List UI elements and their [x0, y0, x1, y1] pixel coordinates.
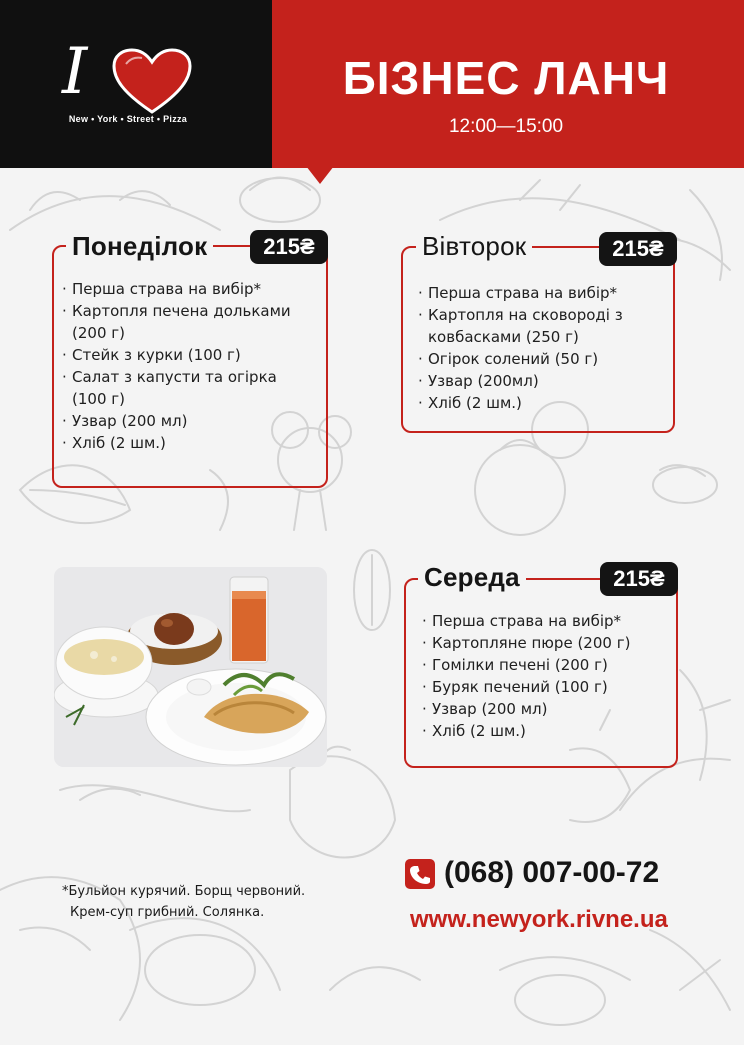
lunch-photo	[54, 567, 327, 767]
logo-letter: I	[62, 35, 88, 109]
list-item: · Буряк печений (100 г)	[422, 676, 674, 698]
list-item: · Гомілки печені (200 г)	[422, 654, 674, 676]
list-item: · Узвар (200мл)	[418, 370, 670, 392]
lunch-photo-illustration	[54, 567, 327, 767]
list-item: · Перша страва на вибір*	[422, 610, 674, 632]
list-item: · Хліб (2 шм.)	[418, 392, 670, 414]
list-item: · Стейк з курки (100 г)	[62, 344, 324, 366]
header-logo-panel	[0, 0, 272, 168]
list-item: · Хліб (2 шм.)	[62, 432, 324, 454]
menu-list-tuesday	[418, 282, 670, 414]
menu-day-tuesday: Вівторок	[416, 231, 532, 261]
menu-list-monday	[62, 278, 324, 454]
menu-day-wednesday: Середа	[418, 562, 526, 592]
list-item: · Картопля печена дольками	[62, 300, 324, 322]
soup-footnote	[62, 881, 305, 923]
price-badge-wednesday: 215₴	[600, 562, 678, 596]
heart-icon	[112, 48, 192, 114]
price-badge-tuesday: 215₴	[599, 232, 677, 266]
list-item: · Перша страва на вибір*	[62, 278, 324, 300]
phone-icon	[405, 859, 435, 889]
list-item: · Перша страва на вибір*	[418, 282, 670, 304]
footnote-line-1: *Бульйон курячий. Борщ червоний.	[62, 884, 306, 899]
list-item: · Картопляне пюре (200 г)	[422, 632, 674, 654]
menu-list-wednesday	[422, 610, 674, 742]
list-item: (200 г)	[72, 324, 125, 342]
list-item: ковбасками (250 г)	[428, 328, 579, 346]
price-badge-monday: 215₴	[250, 230, 328, 264]
website-link[interactable]: www.newyork.rivne.ua	[410, 906, 668, 933]
footnote-line-2: Крем-суп грибний. Солянка.	[70, 905, 265, 920]
phone-number[interactable]: (068) 007-00-72	[444, 856, 660, 889]
menu-day-monday: Понеділок	[66, 231, 213, 261]
list-item: · Хліб (2 шм.)	[422, 720, 674, 742]
list-item: · Огірок солений (50 г)	[418, 348, 670, 370]
opening-hours: 12:00—15:00	[448, 116, 564, 137]
list-item: · Салат з капусти та огірка	[62, 366, 324, 388]
list-item: · Картопля на сковороді з	[418, 304, 670, 326]
logo-tagline: New • York • Street • Pizza	[68, 114, 188, 124]
list-item: (100 г)	[72, 390, 125, 408]
page-title: БІЗНЕС ЛАНЧ	[342, 52, 670, 104]
header-notch	[306, 166, 334, 184]
list-item: · Узвар (200 мл)	[62, 410, 324, 432]
list-item: · Узвар (200 мл)	[422, 698, 674, 720]
